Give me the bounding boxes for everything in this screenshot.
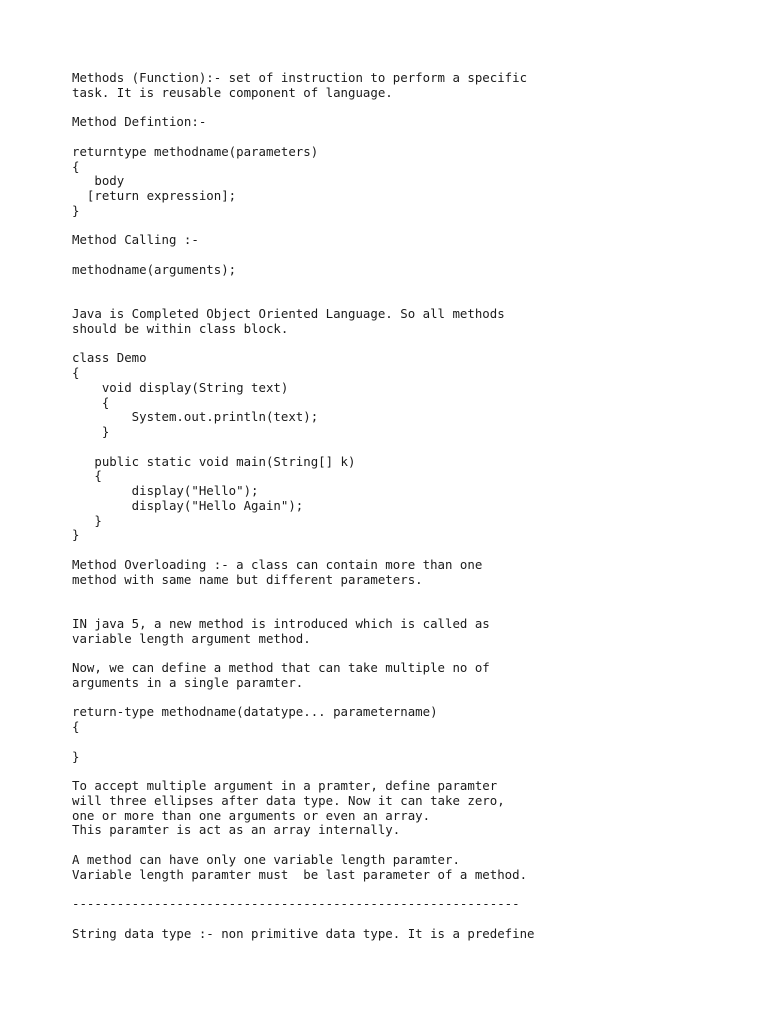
text-line: { <box>72 394 110 410</box>
text-line: A method can have only one variable length paramter. <box>72 851 460 867</box>
text-line: } <box>72 527 80 543</box>
text-line: return-type methodname(datatype... parametername) <box>72 704 438 720</box>
text-line: Java is Completed Object Oriented Language. So all methods <box>72 306 505 321</box>
text-line <box>72 248 535 263</box>
text-line: } <box>72 424 110 439</box>
document-text <box>72 71 535 941</box>
text-line: Method Defintion:- <box>72 114 207 130</box>
text-line: body <box>72 173 125 189</box>
text-line: { <box>72 468 102 484</box>
text-line: } <box>72 512 102 528</box>
text-line: public static void main(String[] k) <box>72 453 356 469</box>
text-line <box>72 912 535 927</box>
text-line <box>72 602 535 617</box>
text-line: display("Hello Again"); <box>72 497 304 513</box>
text-line: ------------------------------------------------------------ <box>72 896 520 911</box>
text-line <box>72 130 535 145</box>
text-line: variable length argument method. <box>72 630 311 646</box>
text-line <box>72 337 535 352</box>
text-line: System.out.println(text); <box>72 409 319 425</box>
text-line: should be within class block. <box>72 320 289 336</box>
text-line: methodname(arguments); <box>72 261 237 277</box>
text-line: { <box>72 158 80 174</box>
text-line: method with same name but different parameters. <box>72 571 423 587</box>
text-line <box>72 691 535 706</box>
text-line: class Demo <box>72 350 147 366</box>
text-line: To accept multiple argument in a pramter, define paramter <box>72 778 498 793</box>
text-line <box>72 219 535 234</box>
text-line: String data type :- non primitive data type. It is a predefine <box>72 925 535 941</box>
text-line <box>72 292 535 307</box>
text-line: display("Hello"); <box>72 483 259 498</box>
text-line <box>72 101 535 116</box>
text-line: returntype methodname(parameters) <box>72 143 319 159</box>
text-line <box>72 646 535 661</box>
text-line: Method Calling :- <box>72 232 199 248</box>
text-line: Method Overloading :- a class can contain more than one <box>72 556 483 572</box>
text-line: will three ellipses after data type. Now it can take zero, <box>72 792 505 808</box>
text-line: IN java 5, a new method is introduced which is called as <box>72 615 490 631</box>
text-line: Methods (Function):- set of instruction to perform a specific <box>72 70 528 85</box>
text-line <box>72 838 535 853</box>
text-line: Variable length paramter must be last parameter of a method. <box>72 866 528 882</box>
text-line <box>72 278 535 293</box>
text-line: } <box>72 748 80 764</box>
text-line: } <box>72 202 80 218</box>
text-line: one or more than one arguments or even an array. <box>72 807 431 823</box>
text-line <box>72 587 535 602</box>
text-line: [return expression]; <box>72 188 237 203</box>
text-line: void display(String text) <box>72 379 289 395</box>
text-line <box>72 543 535 558</box>
text-line: task. It is reusable component of language. <box>72 84 393 100</box>
text-line <box>72 882 535 897</box>
text-line: Now, we can define a method that can take multiple no of <box>72 660 490 675</box>
text-line <box>72 440 535 455</box>
text-line <box>72 735 535 750</box>
text-line: This paramter is act as an array internally. <box>72 822 401 838</box>
text-line: arguments in a single paramter. <box>72 674 304 690</box>
text-line <box>72 764 535 779</box>
text-line: { <box>72 365 80 380</box>
text-line: { <box>72 719 80 734</box>
